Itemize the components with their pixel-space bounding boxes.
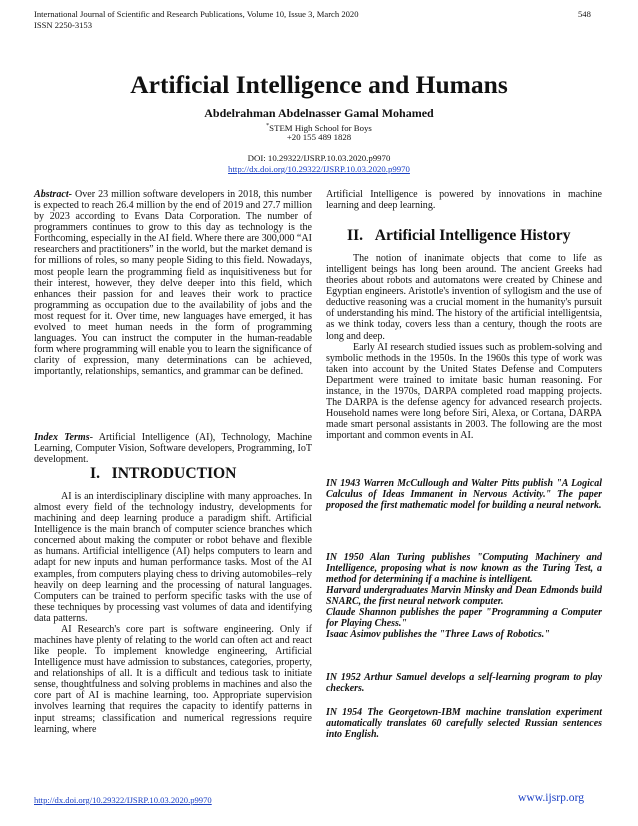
event-1954 (326, 707, 602, 740)
page-number: 548 (578, 9, 591, 19)
index-terms-label: Index Terms (34, 432, 90, 443)
paragraph: AI Research's core part is software engineering. Only if machines have plenty of relating to the world can often act and react like people. To implement knowledge engineering, Artificial Intelligence must have admission to substances, categories, property, and relationships of all. It is a difficult and tedious task to initiate sense, thoughtfulness and solving problems in machines and also the core part of AI is machine learning, too. Appropriate supervision involves learning that requires the capacity to identify patterns in input streams; classification and numerical regressions require learning, where (34, 623, 312, 735)
doi-link[interactable]: http://dx.doi.org/10.29322/IJSRP.10.03.2020.p9970 (228, 164, 410, 174)
event-1950 (326, 552, 602, 641)
event-line: Harvard undergraduates Marvin Minsky and Dean Edmonds build SNARC, the first neural network computer. (326, 585, 602, 608)
section-heading-history (347, 227, 571, 245)
paragraph: Artificial Intelligence is powered by innovations in machine learning and deep learning. (326, 189, 602, 212)
paper-title: Artificial Intelligence and Humans (130, 70, 508, 99)
paragraph: The notion of inanimate objects that come to life as intelligent beings has long been around. The ancient Greeks had theories about robots and automatons were created by Chinese and Egyptian engineers. Aristotle's invention of syllogism and the use of deductive reasoning was a crucial moment in the humanity's pursuit of understanding his mind. The history of the artificial intelligentsia, as we think today, covers less than a century, though the roots are long and deep. (326, 253, 602, 342)
abstract-label: Abstract- (34, 189, 72, 200)
index-terms-text: - Artificial Intelligence (AI), Technology, Machine Learning, Computer Vision, Software developers, Programming, IoT development. (34, 432, 312, 466)
affiliation-school-text: STEM High School for Boys (269, 122, 372, 133)
section-title: INTRODUCTION (111, 465, 237, 482)
section-title: Artificial Intelligence History (374, 227, 571, 244)
abstract-text: Over 23 million software developers in 2018, this number is expected to reach 26.4 million by the end of 2019 and 27.7 million by 2023 according to Evans Data Corporation. The number of programmers continues to grow to this day as technology is the Forthcoming, especially in the AI field. Where there are 300,000 “AI researchers and practitioners” in the world, but the market demand is for millions of roles, so many people Siding to this field. Nowadays, most people learn the programming field as inquisitiveness but for their interest, however, they delve deeper into this field, which enhances their passion for and leaves their work to practice programming as occupation due to the availability of jobs and the most request for it. Over time, new languages have emerged, it has evolved to meet human needs in the form of programming languages. You can instruct the computer in the human-readable form where programming will enable you to learn the significance of clarity of expression, many determinations can be achieved, importantly, relationships, semantics, and grammar can be defined. (34, 189, 312, 378)
affiliation-marker: * (266, 123, 270, 129)
event-line: IN 1943 Warren McCullough and Walter Pitts publish "A Logical Calculus of Ideas Immanent in Nervous Activity." The paper proposed the first mathematic model for building a neural network. (326, 478, 602, 512)
event-1952 (326, 672, 602, 694)
event-line: Claude Shannon publishes the paper "Programming a Computer for Playing Chess." (326, 607, 602, 630)
section-number: I. (90, 465, 100, 482)
journal-header: International Journal of Scientific and Research Publications, Volume 10, Issue 3, March 2020 (34, 9, 359, 19)
issn: ISSN 2250-3153 (34, 20, 93, 30)
event-line: IN 1954 The Georgetown-IBM machine translation experiment automatically translates 60 carefully selected Russian sentences into English. (326, 707, 602, 741)
affiliation-phone: +20 155 489 1828 (286, 132, 352, 142)
event-line: IN 1952 Arthur Samuel develops a self-learning program to play checkers. (326, 672, 602, 695)
footer-website-link[interactable]: www.ijsrp.org (518, 791, 585, 804)
paragraph: AI is an interdisciplinary discipline with many approaches. In almost every field of the technology industry, developments for machining and deep learning produce a paradigm shift. Artificial Intelligence is the main branch of computer science branches which concerned about making the computer or robot behave and flexible as humans. Artificial intelligence (AI) helps computers to learn and adapt for new inputs and human performance tasks. Most of the AI examples, from computers playing chess to driving automobiles–rely heavily on deep learning and the processing of natural languages. Computers can be trained to perform specific tasks with the use of these techniques by processing vast volumes of data and identifying data patterns. (34, 491, 312, 624)
section-number: II. (347, 227, 364, 244)
event-1943 (326, 478, 602, 511)
introduction-body (34, 491, 312, 735)
paragraph: Early AI research studied issues such as problem-solving and symbolic methods in the 1950s. In the 1960s this type of work was taken into account by the United States Defense and Computers Department were trained to imitate basic human reasoning. For instance, in the 1970s, DARPA completed road mapping projects. The DARPA is the defense agency for advanced research projects. Household names were long before Siri, Alexa, or Cortana, DARPA made smart personal assistants in 2003. The following are the most important and common events in AI. (326, 341, 602, 442)
right-intro (326, 189, 602, 211)
footer-doi-link[interactable]: http://dx.doi.org/10.29322/IJSRP.10.03.2020.p9970 (34, 795, 212, 805)
history-body (326, 253, 602, 441)
abstract-block (34, 189, 312, 377)
event-line: IN 1950 Alan Turing publishes "Computing Machinery and Intelligence, proposing what is now known as the Turing Test, a method for determining if a machine is intelligent. (326, 552, 602, 586)
section-heading-introduction (90, 465, 236, 483)
event-line: Isaac Asimov publishes the "Three Laws of Robotics." (326, 629, 550, 641)
index-terms-block (34, 432, 312, 465)
doi-text: DOI: 10.29322/IJSRP.10.03.2020.p9970 (247, 153, 391, 163)
author-name: Abdelrahman Abdelnasser Gamal Mohamed (204, 106, 434, 120)
